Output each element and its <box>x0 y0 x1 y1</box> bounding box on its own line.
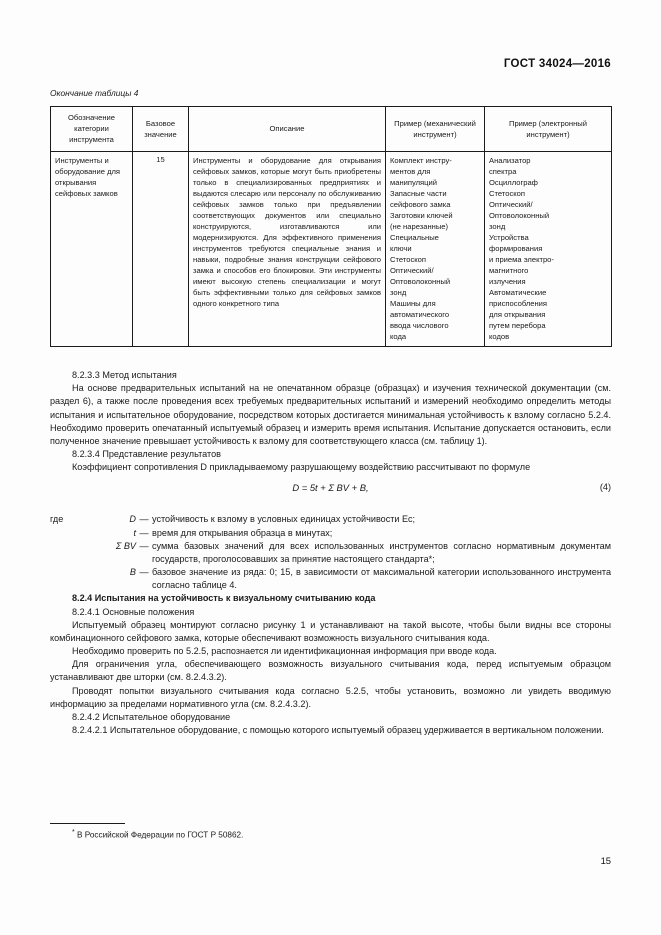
list-item: ментов для <box>390 167 431 176</box>
list-item: путем перебора <box>489 321 546 330</box>
list-item: (не нарезанные) <box>390 222 449 231</box>
where-definition: базовое значение из ряда: 0; 15, в зависимости от максимальной категории использованного инструмента согласно таблице 4. <box>152 567 611 591</box>
section-heading-8-2-3-3: 8.2.3.3 Метод испытания <box>72 370 177 380</box>
list-item: спектра <box>489 167 517 176</box>
list-item: манипуляций <box>390 178 437 187</box>
section-heading-8-2-4: 8.2.4 Испытания на устойчивость к визуальному считыванию кода <box>72 593 376 604</box>
list-item: зонд <box>489 222 506 231</box>
where-item <box>50 566 611 592</box>
list-item: ключи <box>390 244 412 253</box>
cell-description <box>189 152 386 347</box>
section-heading-8-2-4-2: 8.2.4.2 Испытательное оборудование <box>72 711 231 722</box>
where-definitions <box>50 513 611 592</box>
cell-base-value: 15 <box>133 152 189 347</box>
list-item: Стетоскоп <box>489 189 526 198</box>
section-body-8-2-4-1-b: Необходимо проверить по 5.2.5, распознается ли идентификационная информация при вводе кода. <box>72 646 497 657</box>
section-body-8-2-4-1-a: Испытуемый образец монтируют согласно рисунку 1 и устанавливают на такой высоте, чтобы были видны все стороны комбинационного сейфового замка, которые обеспечивают возможность визуального считывания кода. <box>50 619 611 643</box>
list-item: Автоматические <box>489 288 547 297</box>
list-item: Анализатор <box>489 156 531 165</box>
section-body-8-2-3-4: Коэффициент сопротивления D прикладываемому разрушающему воздействию рассчитывают по формуле <box>72 462 531 473</box>
where-dash: — <box>139 540 149 551</box>
body-content <box>50 369 611 737</box>
where-definition: сумма базовых значений для всех использованных инструментов согласно нормативным документам государств, проголосовавших за принятие настоящего стандарта*; <box>152 540 611 564</box>
column-header-base-value: Базовое значение <box>133 107 189 152</box>
list-item: Оптический/ <box>390 266 434 275</box>
list-item: Запасные части <box>390 189 447 198</box>
example-mechanical-list <box>390 155 480 342</box>
column-header-example-electronic: Пример (электронный инструмент) <box>485 107 612 152</box>
list-item: ввода числового <box>390 321 449 330</box>
footnote-marker: * <box>72 829 75 836</box>
section-heading-8-2-3-4: 8.2.3.4 Представление результатов <box>72 449 221 460</box>
list-item: Оптоволоконный <box>489 211 550 220</box>
column-header-example-mechanical: Пример (механический инструмент) <box>386 107 485 152</box>
standard-header: ГОСТ 34024—2016 <box>503 58 611 70</box>
where-dash: — <box>139 514 149 525</box>
where-item <box>50 540 611 566</box>
list-item: Комплект инстру- <box>390 156 452 165</box>
where-definition: устойчивость к взлому в условных единицах устойчивости Ес; <box>152 514 416 525</box>
where-dash: — <box>139 527 149 538</box>
list-item: и приема электро- <box>489 255 554 264</box>
footnote <box>50 829 611 840</box>
list-item: излучения <box>489 277 526 286</box>
list-item: кодов <box>489 332 510 341</box>
table-row <box>51 152 612 347</box>
section-body-8-2-3-3: На основе предварительных испытаний на не опечатанном образце (образцах) и изучения технической документации (см. раздел 6), а также после проведения всех требуемых предварительных испытаний и измерений необходимо определить методы испытания и испытательное оборудование, посредством которых достигается минимальная устойчивость к взлому согласно 5.2.4. Необходимо проверить опечатанный испытуемый образец и измерить время испытания. Испытание допускается остановить, если полученное значение превышает устойчивость к взлому для соответствующего класса (см. таблицу 1). <box>50 383 611 446</box>
list-item: Оптический/ <box>489 200 533 209</box>
where-symbol: D <box>129 514 136 525</box>
table-4-continued <box>50 106 611 347</box>
formula-block <box>50 481 611 507</box>
list-item: зонд <box>390 288 407 297</box>
cell-category: Инструменты и оборудование для открывания сейфовых замков <box>51 152 133 347</box>
example-electronic-list <box>489 155 607 342</box>
where-symbol: t <box>133 527 136 538</box>
list-item: магнитного <box>489 266 529 275</box>
table-header-row <box>51 107 612 152</box>
where-definition: время для открывания образца в минутах; <box>152 527 333 538</box>
list-item: для открывания <box>489 310 546 319</box>
formula-expression: D = 5t + Σ BV + B, <box>292 482 369 494</box>
where-symbol: B <box>129 567 136 578</box>
gost-table <box>50 106 612 347</box>
where-label: где <box>50 514 64 525</box>
section-body-8-2-4-1-c: Для ограничения угла, обеспечивающего возможность визуального считывания кода, перед испытуемым образцом устанавливают две шторки (см. 8.2.4.3.2). <box>50 659 611 683</box>
list-item: Специальные <box>390 233 439 242</box>
list-item: Осциллограф <box>489 178 538 187</box>
formula-number: (4) <box>599 482 611 493</box>
section-heading-8-2-4-1: 8.2.4.1 Основные положения <box>72 606 195 617</box>
list-item: Машины для <box>390 299 436 308</box>
where-symbol: Σ BV <box>115 540 136 551</box>
section-body-8-2-4-2-1: 8.2.4.2.1 Испытательное оборудование, с помощью которого испытуемый образец удерживается в вертикальном положении. <box>72 725 604 736</box>
footnote-divider <box>50 823 125 824</box>
list-item: Заготовки ключей <box>390 211 453 220</box>
cell-description-part1: Инструменты и оборудование для открывания сейфовых замков, которые могут быть приобретены только в специализированных предприятиях и выдаются слесарю или персоналу по обслуживанию сейфовых замков только при предъявлении соответствующих документов или специально конструируются, изготавливаются или модернизируются. Для эффективного применения инструментов требуются специальные знания и навыки, подробные знания конструкции сейфового замка и способов его блокировки. <box>193 156 381 275</box>
cell-example-electronic <box>485 152 612 347</box>
section-body-8-2-4-1-d: Проводят попытки визуального считывания кода согласно 5.2.5, чтобы установить, возможно ли увидеть вводимую информацию за пределами нормативного угла (см. 8.2.4.3.2). <box>50 685 611 709</box>
where-dash: — <box>139 567 149 578</box>
footnote-text: В Российской Федерации по ГОСТ Р 50862. <box>77 830 244 840</box>
column-header-description: Описание <box>189 107 386 152</box>
table-caption: Окончание таблицы 4 <box>50 88 139 98</box>
cell-description-part2: Эти инструменты имеют высокую степень специализации и могут быть эффективными только для сейфовых замков одного конкретного типа <box>193 266 381 308</box>
cell-example-mechanical <box>386 152 485 347</box>
list-item: кода <box>390 332 407 341</box>
column-header-category: Обозначение категории инструмента <box>51 107 133 152</box>
list-item: Стетоскоп <box>390 255 427 264</box>
list-item: автоматического <box>390 310 450 319</box>
list-item: сейфового замка <box>390 200 451 209</box>
list-item: Устройства <box>489 233 529 242</box>
list-item: приспособления <box>489 299 548 308</box>
where-item <box>50 513 611 526</box>
page-number: 15 <box>600 855 611 866</box>
list-item: формирования <box>489 244 543 253</box>
list-item: Оптоволоконный <box>390 277 451 286</box>
where-item <box>50 527 611 540</box>
